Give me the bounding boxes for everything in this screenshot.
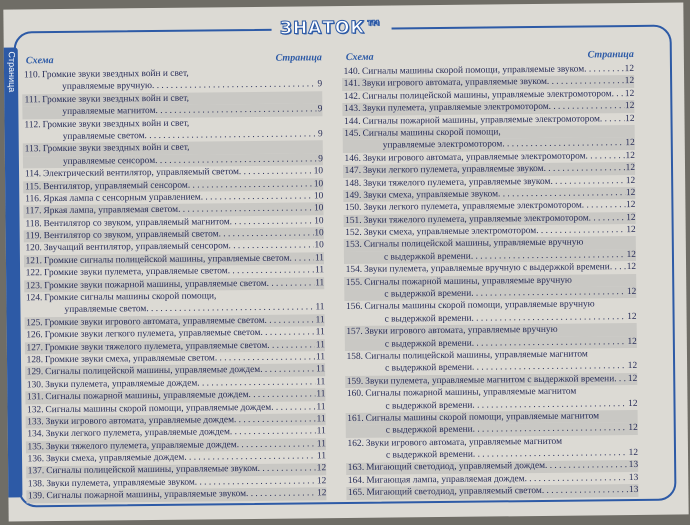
entry-number: 150. (344, 203, 362, 214)
entry-page-number: 10 (314, 240, 324, 251)
entry-title: Громкие звуки звездных войн и свет, (42, 142, 190, 155)
entry-title: Громкие звуки звездных войн и свет, (42, 93, 190, 105)
entry-page-number: 12 (624, 63, 635, 75)
entry-page-number: 11 (316, 401, 326, 412)
entry-title: Сигналы пожарной машины, управляемые звуком (46, 489, 247, 502)
entry-page-number: 12 (625, 175, 636, 186)
entry-number: 124. (25, 293, 43, 304)
dot-leader (549, 100, 624, 113)
entry-page-number: 11 (316, 426, 326, 437)
dot-leader (585, 150, 624, 163)
dot-leader (155, 103, 316, 117)
dot-leader (525, 472, 628, 485)
dot-leader (542, 484, 628, 497)
entry-page-number: 11 (316, 451, 327, 462)
side-tab-label: Страница (6, 51, 18, 93)
entry-page-number: 11 (315, 302, 325, 313)
entry-title: управляемые электромотором (382, 139, 503, 151)
entry-page-number: 10 (313, 178, 324, 189)
entry-number: 165. (347, 488, 365, 499)
entry-page-number: 11 (315, 339, 325, 350)
entry-title: Звуки легкого пулемета, управляемые дождем (45, 427, 230, 440)
entry-page-number: 12 (628, 423, 638, 434)
dot-leader (246, 488, 316, 501)
entry-page-number: 13 (628, 485, 639, 496)
entry-page-number: 9 (317, 129, 323, 140)
dot-leader (218, 227, 313, 240)
entry-page-number: 10 (314, 228, 324, 239)
entry-number: 126. (26, 330, 43, 341)
entry-number: 158. (346, 351, 364, 362)
entry-page-number: 12 (625, 200, 636, 211)
entry-number: 121. (25, 256, 43, 267)
entry-page-number: 12 (316, 463, 327, 474)
entry-title: Звучащий вентилятор, управляемый сенсором (43, 241, 229, 254)
entry-page-number: 11 (315, 327, 325, 338)
dot-leader (589, 212, 626, 225)
entry-page-number: 12 (626, 225, 636, 236)
dot-leader (248, 388, 315, 401)
entry-page-number: 10 (314, 215, 324, 227)
entry-title: с выдержкой времени (385, 424, 473, 436)
entry-page-number: 12 (316, 476, 327, 487)
entry-page-number: 13 (628, 460, 639, 471)
entry-title: Громкие звуки легкого пулемета, управляемые светом (44, 328, 261, 341)
dot-leader (472, 336, 627, 350)
entry-page-number: 12 (625, 163, 636, 174)
dot-leader (267, 339, 315, 352)
entry-number: 156. (346, 302, 363, 313)
entry-title: Звуки игрового автомата, управляемые электромотором (362, 151, 586, 164)
dot-leader (584, 63, 624, 76)
entry-number: 139. (27, 491, 45, 502)
entry-title: Звуки тяжелого пулемета, управляемые дождем (45, 439, 237, 452)
entry-title: Сигналы полицейской машины, управляемые вручную (363, 237, 584, 251)
contents-list-right (342, 63, 639, 500)
entry-title: управляемые магнитом (62, 106, 156, 118)
entry-number: 114. (24, 169, 42, 180)
contents-column-left (22, 52, 327, 503)
entry-page-number: 12 (626, 249, 636, 260)
entry-number: 116. (25, 194, 42, 205)
entry-title: управляемые сенсором (62, 155, 156, 167)
entry-title: Вентилятор со звуком, управляемый магнитом (43, 216, 230, 229)
entry-number: 152. (345, 227, 362, 239)
entry-page-number: 11 (316, 364, 326, 375)
entry-page-number: 12 (316, 488, 327, 499)
entry-number: 117. (25, 206, 42, 217)
entry-page-number: 9 (317, 104, 323, 115)
entry-number: 148. (344, 178, 362, 189)
entry-title: Громкие сигналы полицейской машины, управляемые светом (43, 253, 290, 267)
entry-title: Звуки игрового автомата, управляемые магнитом (365, 436, 563, 449)
entry-title: Звуки смеха, управляемые звуком (363, 189, 499, 201)
entry-title: Мигающий светодиод, управляемый дождем (366, 461, 546, 474)
entry-number: 159. (346, 376, 364, 387)
entry-page-number: 9 (318, 153, 323, 165)
entry-title: Звуки игрового автомата, управляемые дождем (45, 415, 235, 428)
entry-title: Сигналы пожарной машины, управляемые дождем (45, 390, 249, 403)
entry-title: Вентилятор, управляемый сенсором (43, 180, 188, 192)
dot-leader (545, 460, 628, 473)
entry-page-number: 11 (315, 315, 325, 326)
column-header-page: Страница (587, 48, 634, 61)
entry-title: управляемые светом (64, 304, 147, 316)
dot-leader (215, 351, 315, 364)
entry-title: Сигналы полицейской машины, управляемые звуком (46, 464, 258, 477)
entry-title: Сигналы полицейской машины, управляемые магнитом (364, 349, 588, 362)
entry-title: Звуки пулемета, управляемые дождем (45, 378, 198, 390)
dot-leader (237, 438, 316, 451)
dot-leader (230, 215, 314, 228)
entry-title: Сигналы машины скорой помощи, (362, 127, 501, 139)
entry-number: 111. (24, 94, 41, 106)
entry-title: Электрический вентилятор, управляемый светом (43, 167, 239, 180)
entry-title: Звуки игрового автомата, управляемые звуком (362, 77, 547, 90)
dot-leader (267, 277, 315, 290)
entry-page-number: 12 (625, 187, 636, 198)
entry-page-number: 10 (314, 203, 324, 214)
entry-title: с выдержкой времени (384, 288, 472, 300)
entry-number: 140. (343, 66, 361, 77)
entry-title: Сигналы машины скорой помощи, управляемые магнитом (365, 411, 600, 424)
entry-page-number: 11 (314, 253, 325, 264)
entry-page-number: 12 (625, 150, 635, 161)
entry-number: 135. (27, 441, 44, 453)
entry-title: Громкие звуки смеха, управляемые светом (44, 353, 215, 366)
entry-title: Яркая лампа, управляемая светом (43, 205, 179, 217)
entry-number: 131. (26, 392, 44, 403)
column-header-scheme: Схема (25, 55, 54, 67)
dot-leader (271, 401, 315, 414)
entry-title: Сигналы пожарной машины, управляемые электромотором (362, 113, 600, 127)
dot-leader (472, 398, 627, 412)
entry-number: 157. (346, 327, 363, 338)
entry-page-number: 12 (624, 76, 635, 87)
dot-leader (228, 240, 313, 253)
dot-leader (550, 175, 624, 188)
entry-page-number: 12 (624, 101, 635, 112)
entry-page-number: 10 (313, 191, 324, 202)
entry-title: Мигающий светодиод, управляемый светом (366, 486, 542, 499)
entry-number: 112. (24, 119, 41, 130)
entry-title: с выдержкой времени (383, 251, 471, 263)
entry-number: 144. (344, 116, 361, 127)
dot-leader (471, 311, 626, 325)
dot-leader (614, 373, 627, 386)
entry-title: Звуки легкого пулемета, управляемые звуком (362, 164, 544, 176)
entry-number: 138. (27, 479, 45, 490)
entry-page-number: 13 (628, 472, 639, 483)
entry-title: Звуки пулемета, управляемые магнитом с выдержкой времени (365, 373, 615, 387)
entry-title: Звуки тяжелого пулемета, управляемые звуком (363, 176, 551, 189)
entry-number: 146. (344, 153, 361, 164)
entry-number: 142. (343, 91, 361, 102)
contents-column-right (342, 49, 639, 500)
entry-title: Громкие сигналы машины скорой помощи, (44, 291, 217, 304)
entry-number: 143. (343, 103, 361, 115)
entry-title: Сигналы полицейской машины, управляемые дождем (45, 365, 261, 378)
dot-leader (152, 79, 317, 93)
entry-number: 161. (347, 413, 364, 424)
dot-leader (611, 88, 623, 101)
entry-page-number: 12 (626, 262, 637, 273)
entry-page-number: 12 (628, 448, 639, 459)
entry-number: 128. (26, 355, 44, 366)
dot-leader (234, 413, 316, 426)
entry-number: 115. (25, 181, 42, 192)
entry-number: 123. (25, 280, 43, 291)
entry-title: с выдержкой времени (385, 400, 473, 412)
entry-title: Звуки пулемета, управляемые вручную с выдержкой времени (364, 262, 610, 276)
entry-number: 145. (344, 128, 361, 139)
entry-number: 164. (347, 475, 365, 486)
entry-title: Сигналы полицейской машины, управляемые электромотором (362, 88, 612, 102)
dot-leader (473, 422, 628, 436)
entry-title: Громкие звуки звездных войн и свет, (41, 68, 189, 81)
entry-title: с выдержкой времени (384, 313, 472, 325)
entry-page-number: 11 (316, 414, 326, 425)
entry-title: Звуки тяжелого пулемета, управляемые электромотором (363, 213, 589, 226)
brand-logo: ЗНАТОК™ (271, 18, 391, 41)
entry-number: 136. (27, 454, 45, 465)
entry-title: с выдержкой времени (385, 363, 473, 374)
entry-page-number: 12 (624, 88, 635, 99)
entry-title: Мигающая лампа, управляемая дождем (366, 474, 525, 486)
entry-number: 133. (27, 417, 44, 428)
dot-leader (289, 252, 314, 265)
entry-number: 149. (344, 190, 362, 201)
entry-number: 153. (345, 240, 362, 251)
entry-page-number: 10 (313, 166, 324, 177)
entry-number: 122. (25, 268, 43, 279)
entry-number: 120. (25, 243, 42, 254)
contents-list-left (22, 66, 327, 503)
entry-title: Звуки смеха, управляемые электромотором (363, 226, 537, 238)
entry-number: 155. (345, 277, 363, 288)
entry-page-number: 11 (316, 389, 326, 400)
entry-title: Сигналы машины скорой помощи, управляемые дождем (45, 402, 272, 415)
entry-number: 118. (25, 218, 42, 230)
entry-page-number: 11 (316, 438, 326, 450)
entry-title: с выдержкой времени (385, 449, 473, 461)
entry-title: Громкие звуки игрового автомата, управляемые светом (44, 315, 265, 328)
entry-title: Звуки пулемета, управляемые звуком (46, 477, 195, 490)
entry-number: 127. (26, 342, 43, 353)
entry-number: 141. (343, 79, 361, 90)
entry-title: управляемые светом (62, 131, 145, 142)
entry-page-number: 12 (626, 212, 636, 223)
dot-leader (230, 426, 316, 439)
dot-leader (582, 199, 625, 212)
entry-number: 130. (26, 379, 44, 391)
dot-leader (547, 75, 624, 88)
entry-title: Сигналы машины скорой помощи, управляемые вручную (364, 299, 595, 313)
entry-page-number: 12 (626, 286, 637, 298)
entry-number: 147. (344, 165, 362, 177)
entry-number: 125. (26, 317, 43, 329)
entry-title: Громкие звуки пожарной машины, управляемые светом (44, 278, 267, 291)
entry-title: Звуки пулемета, управляемые электромотором (362, 102, 549, 114)
entry-number: 113. (24, 144, 41, 155)
dot-leader (536, 224, 625, 237)
entry-number: 160. (346, 388, 364, 400)
entry-page-number: 12 (627, 311, 637, 322)
dot-leader (144, 128, 317, 142)
entry-title: Звуки смеха, управляемые дождем (45, 452, 185, 465)
dot-leader (201, 190, 313, 204)
entry-title: Яркая лампа с сенсорным управлением (43, 192, 201, 205)
entry-title: Сигналы машины скорой помощи, управляемые звуком (361, 64, 585, 77)
entry-title: Сигналы пожарной машины, управляемые магнитом (365, 386, 577, 399)
entry-page-number: 11 (316, 376, 326, 388)
entry-number: 137. (27, 466, 45, 477)
entry-page-number: 11 (315, 352, 326, 363)
entry-page-number: 12 (627, 361, 638, 372)
entry-page-number: 11 (315, 265, 325, 276)
book-page (3, 2, 688, 521)
entry-title: Сигналы пожарной машины, управляемые вручную (364, 275, 572, 288)
column-header-scheme: Схема (345, 51, 374, 63)
entry-number: 151. (345, 215, 362, 226)
entry-title: Звуки легкого пулемета, управляемые электромотором (363, 200, 582, 214)
entry-title: Громкие звуки звездных войн и свет, (42, 118, 190, 130)
entry-number: 110. (23, 70, 41, 81)
entry-page-number: 12 (625, 138, 635, 149)
dot-leader (264, 314, 314, 327)
dot-leader (260, 364, 315, 377)
dot-leader (258, 463, 316, 476)
entry-page-number: 11 (315, 277, 325, 288)
entry-number: 129. (26, 367, 44, 378)
entry-number: 119. (25, 231, 42, 242)
entry-page-number: 12 (627, 336, 637, 347)
entry-number: 163. (347, 463, 365, 474)
dot-leader (600, 113, 624, 126)
entry-number: 154. (345, 265, 363, 276)
entry-page-number: 12 (625, 113, 635, 124)
entry-title: Вентилятор со звуком, управляемый светом (43, 229, 219, 242)
entry-page-number: 12 (628, 398, 638, 409)
entry-number: 162. (347, 438, 364, 449)
dot-leader (544, 162, 625, 175)
dot-leader (471, 286, 626, 300)
dot-leader (610, 261, 626, 274)
entry-number: 132. (27, 404, 44, 415)
dot-leader (239, 165, 313, 178)
column-header-page: Страница (275, 52, 322, 64)
entry-page-number: 9 (317, 79, 323, 90)
dot-leader (228, 265, 315, 278)
entry-title: Громкие звуки тяжелого пулемета, управляемые светом (44, 340, 268, 353)
entry-title: Звуки игрового автомата, управляемые вручную (364, 324, 558, 337)
entry-number: 134. (27, 429, 44, 440)
entry-title: Громкие звуки пулемета, управляемые светом (44, 266, 228, 279)
entry-title: с выдержкой времени (384, 338, 472, 350)
entry-title: управляемые вручную (62, 81, 153, 93)
entry-page-number: 12 (627, 373, 638, 384)
dot-leader (260, 327, 314, 340)
